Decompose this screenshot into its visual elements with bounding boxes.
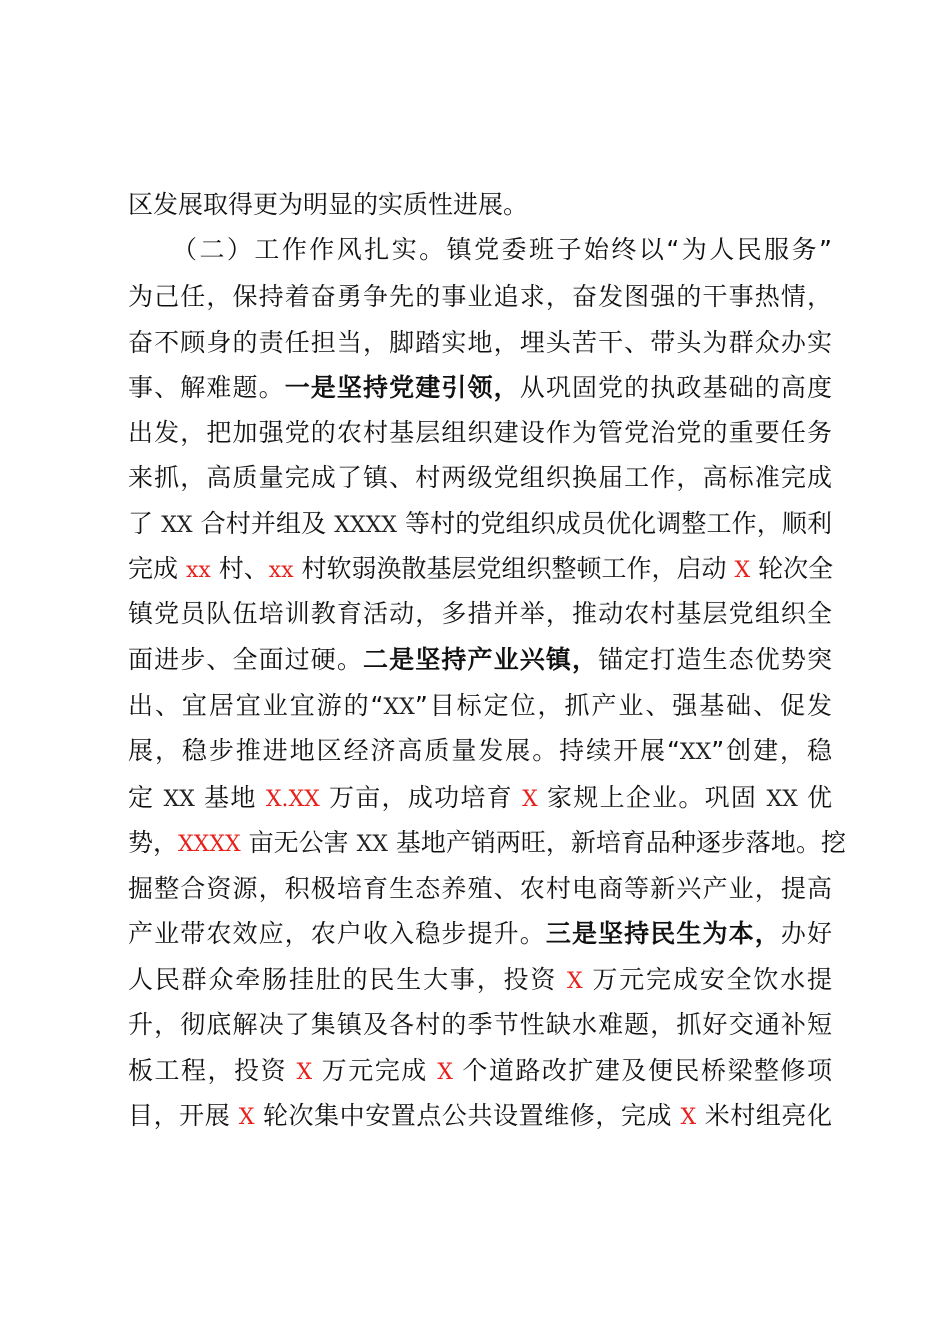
text-line xyxy=(128,365,832,411)
placeholder-text: XX xyxy=(679,740,712,765)
placeholder-red: X xyxy=(680,1105,697,1130)
placeholder-text: XX xyxy=(766,787,798,812)
text-line xyxy=(128,683,832,729)
text-segment: ”目标定位，抓产业、强基础、促发 xyxy=(414,691,833,720)
text-line xyxy=(128,911,832,957)
text-segment: 从巩固党的执政基础的高度 xyxy=(519,373,832,402)
placeholder-text: XX xyxy=(161,513,193,538)
text-segment: 产业带农效应，农户收入稳步提升。 xyxy=(128,919,546,948)
placeholder-red: X xyxy=(734,558,751,583)
text-segment: 区发展取得更为明显的实质性进展。 xyxy=(128,190,529,219)
text-segment: 掘整合资源，积极培育生态养殖、农村电商等新兴产业，提高 xyxy=(128,874,832,903)
text-segment: 展，稳步推进地区经济高质量发展。持续开展“ xyxy=(128,736,680,765)
text-segment: 来抓，高质量完成了镇、村两级党组织换届工作，高标准完成 xyxy=(128,463,832,492)
text-segment: 万元完成 xyxy=(312,1056,438,1085)
text-line xyxy=(128,1002,832,1048)
text-line xyxy=(172,227,832,273)
text-segment: 为己任，保持着奋勇争先的事业追求，奋发图强的干事热情， xyxy=(128,282,832,311)
text-line xyxy=(128,501,832,547)
placeholder-red: X xyxy=(238,1105,255,1130)
text-line xyxy=(128,455,832,501)
bold-heading-segment: 一是坚持党建引领， xyxy=(284,373,520,402)
text-segment: 出发，把加强党的农村基层组织建设作为管党治党的重要任务 xyxy=(128,418,832,447)
text-segment: ”创建，稳 xyxy=(711,736,832,765)
text-line xyxy=(128,728,832,774)
text-line xyxy=(128,320,832,366)
bold-heading-segment: 二是坚持产业兴镇， xyxy=(363,645,599,674)
text-line xyxy=(128,637,832,683)
placeholder-red: X xyxy=(522,787,538,812)
text-line xyxy=(128,775,832,821)
placeholder-text: XX xyxy=(383,695,415,720)
text-segment: 村软弱涣散基层党组织整顿工作，启动 xyxy=(293,554,735,583)
placeholder-red: X xyxy=(566,969,583,994)
text-line xyxy=(128,820,846,866)
text-segment: 家规上企业。巩固 xyxy=(537,783,767,812)
text-segment: 奋不顾身的责任担当，脚踏实地，埋头苦干、带头为群众办实 xyxy=(128,328,832,357)
placeholder-red: xx xyxy=(268,558,294,583)
text-line xyxy=(128,182,588,228)
text-segment: 势， xyxy=(128,828,179,857)
placeholder-text: XXXX xyxy=(334,513,397,538)
text-segment: 亩无公害 xyxy=(240,828,357,857)
text-segment: 轮次全 xyxy=(750,554,834,583)
text-line xyxy=(128,410,832,456)
placeholder-red: X xyxy=(437,1060,453,1085)
text-segment: 办好 xyxy=(780,919,832,948)
text-segment: 出、宜居宜业宜游的“ xyxy=(128,691,384,720)
text-line xyxy=(128,1093,832,1139)
text-segment: 村、 xyxy=(210,554,269,583)
text-segment: 升，彻底解决了集镇及各村的季节性缺水难题，抓好交通补短 xyxy=(128,1010,832,1039)
text-line xyxy=(128,591,832,637)
text-segment: 了 xyxy=(128,509,162,538)
text-segment: （二）工作作风扎实。镇党委班子始终以“为人民服务” xyxy=(172,235,832,264)
text-segment: 面进步、全面过硬。 xyxy=(128,645,364,674)
text-segment: 板工程，投资 xyxy=(128,1056,297,1085)
text-segment: 镇党员队伍培训教育活动，多措并举，推动农村基层党组织全 xyxy=(128,599,832,628)
text-line xyxy=(128,866,832,912)
placeholder-red: xx xyxy=(185,558,211,583)
text-line xyxy=(128,957,832,1003)
placeholder-red: X xyxy=(296,1060,313,1085)
text-segment: 完成 xyxy=(128,554,186,583)
text-segment: 米村组亮化 xyxy=(696,1101,832,1130)
bold-heading-segment: 三是坚持民生为本， xyxy=(545,919,781,948)
text-segment: 轮次集中安置点公共设置维修，完成 xyxy=(254,1101,681,1130)
placeholder-red: XXXX xyxy=(178,832,241,857)
text-line xyxy=(128,546,832,592)
text-segment: 定 xyxy=(128,783,164,812)
placeholder-text: XX xyxy=(356,832,388,857)
text-segment: 等村的党组织成员优化调整工作，顺利 xyxy=(396,509,832,538)
text-segment: 人民群众牵肠挂肚的民生大事，投资 xyxy=(128,965,567,994)
text-segment: 优 xyxy=(797,783,832,812)
text-line xyxy=(128,274,832,320)
placeholder-text: XX xyxy=(163,787,195,812)
text-segment: 万元完成安全饮水提 xyxy=(582,965,833,994)
text-segment: 事、解难题。 xyxy=(128,373,285,402)
text-segment: 万亩，成功培育 xyxy=(319,783,523,812)
text-segment: 锚定打造生态优势突 xyxy=(598,645,832,674)
text-line xyxy=(128,1048,832,1094)
placeholder-red: X.XX xyxy=(265,787,320,812)
text-segment: 基地产销两旺，新培育品种逐步落地。挖 xyxy=(387,828,846,857)
text-segment: 个道路改扩建及便民桥梁整修项 xyxy=(452,1056,833,1085)
text-segment: 合村并组及 xyxy=(192,509,335,538)
text-segment: 目，开展 xyxy=(128,1101,239,1130)
text-segment: 基地 xyxy=(194,783,266,812)
